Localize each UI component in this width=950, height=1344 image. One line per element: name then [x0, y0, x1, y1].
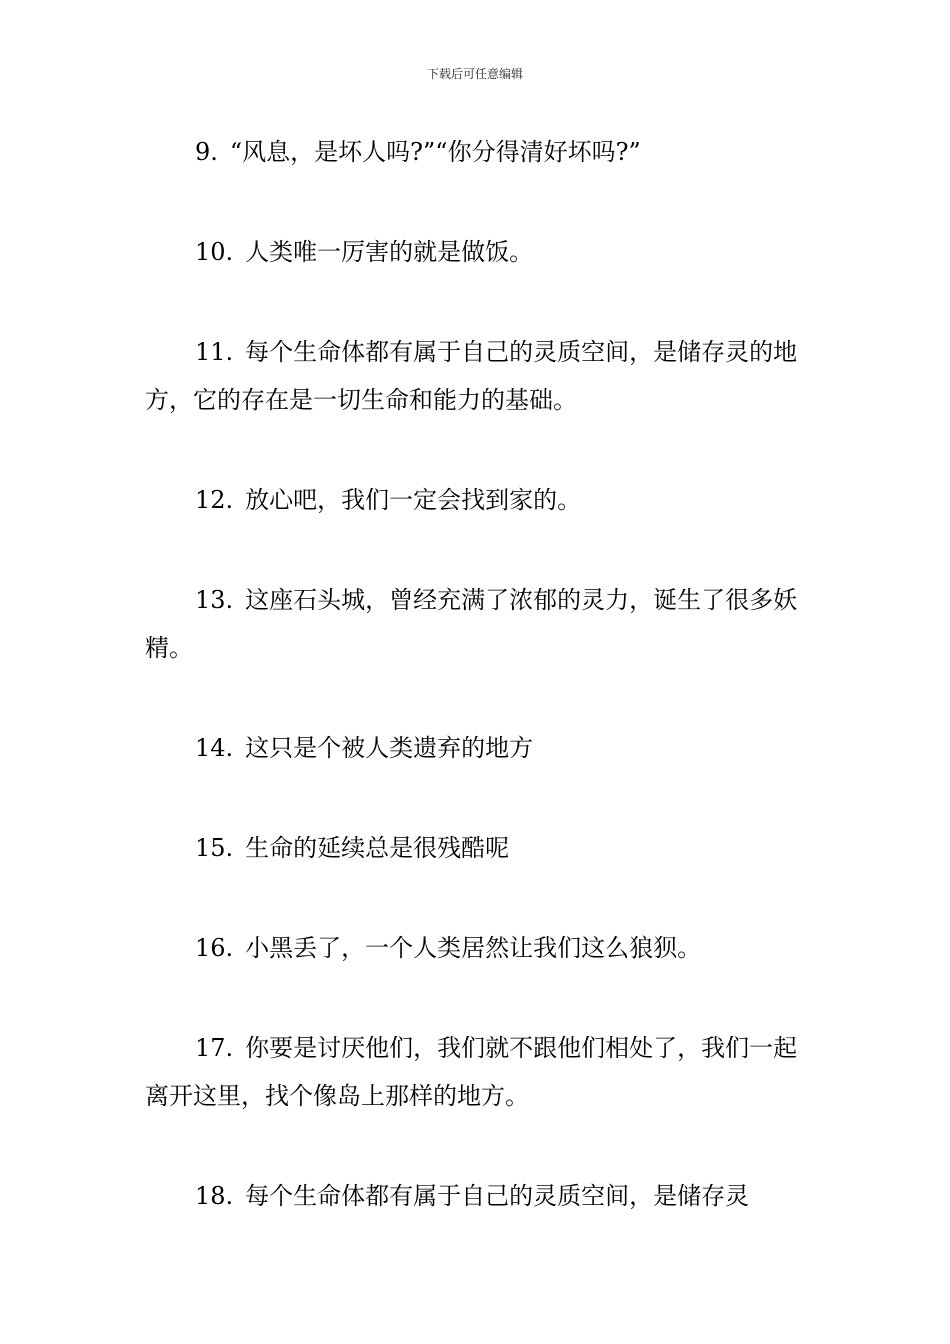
- page-header: 下载后可任意编辑: [426, 67, 523, 81]
- paragraph-12: [145, 476, 810, 524]
- item-number: 11.: [195, 338, 234, 366]
- item-text: “风息，是坏人吗?”“你分得清好坏吗?”: [229, 138, 641, 166]
- paragraph-10: [145, 228, 810, 276]
- item-text: 这座石头城，曾经充满了浓郁的灵力，诞生了很多妖精。: [145, 586, 798, 662]
- paragraph-18: [145, 1172, 810, 1220]
- paragraph-16: [145, 924, 810, 972]
- item-number: 12.: [195, 486, 234, 514]
- item-number: 9.: [195, 138, 218, 166]
- item-number: 14.: [195, 734, 234, 762]
- paragraph-14: [145, 724, 810, 772]
- item-number: 16.: [195, 934, 234, 962]
- item-number: 18.: [195, 1182, 234, 1210]
- document-body: [145, 128, 810, 1272]
- paragraph-9: [145, 128, 810, 176]
- paragraph-13: [145, 576, 810, 672]
- item-text: 每个生命体都有属于自己的灵质空间，是储存灵的地方，它的存在是一切生命和能力的基础。: [145, 338, 798, 414]
- item-text: 人类唯一厉害的就是做饭。: [245, 238, 534, 266]
- item-number: 17.: [195, 1034, 234, 1062]
- item-number: 13.: [195, 586, 234, 614]
- item-number: 15.: [195, 834, 234, 862]
- item-text: 生命的延续总是很残酷呢: [245, 834, 510, 862]
- item-text: 这只是个被人类遗弃的地方: [245, 734, 534, 762]
- item-number: 10.: [195, 238, 234, 266]
- paragraph-15: [145, 824, 810, 872]
- item-text: 每个生命体都有属于自己的灵质空间，是储存灵: [245, 1182, 750, 1210]
- item-text: 放心吧，我们一定会找到家的。: [245, 486, 582, 514]
- paragraph-11: [145, 328, 810, 424]
- item-text: 你要是讨厌他们，我们就不跟他们相处了，我们一起离开这里，找个像岛上那样的地方。: [145, 1034, 798, 1110]
- paragraph-17: [145, 1024, 810, 1120]
- item-text: 小黑丢了，一个人类居然让我们这么狼狈。: [245, 934, 702, 962]
